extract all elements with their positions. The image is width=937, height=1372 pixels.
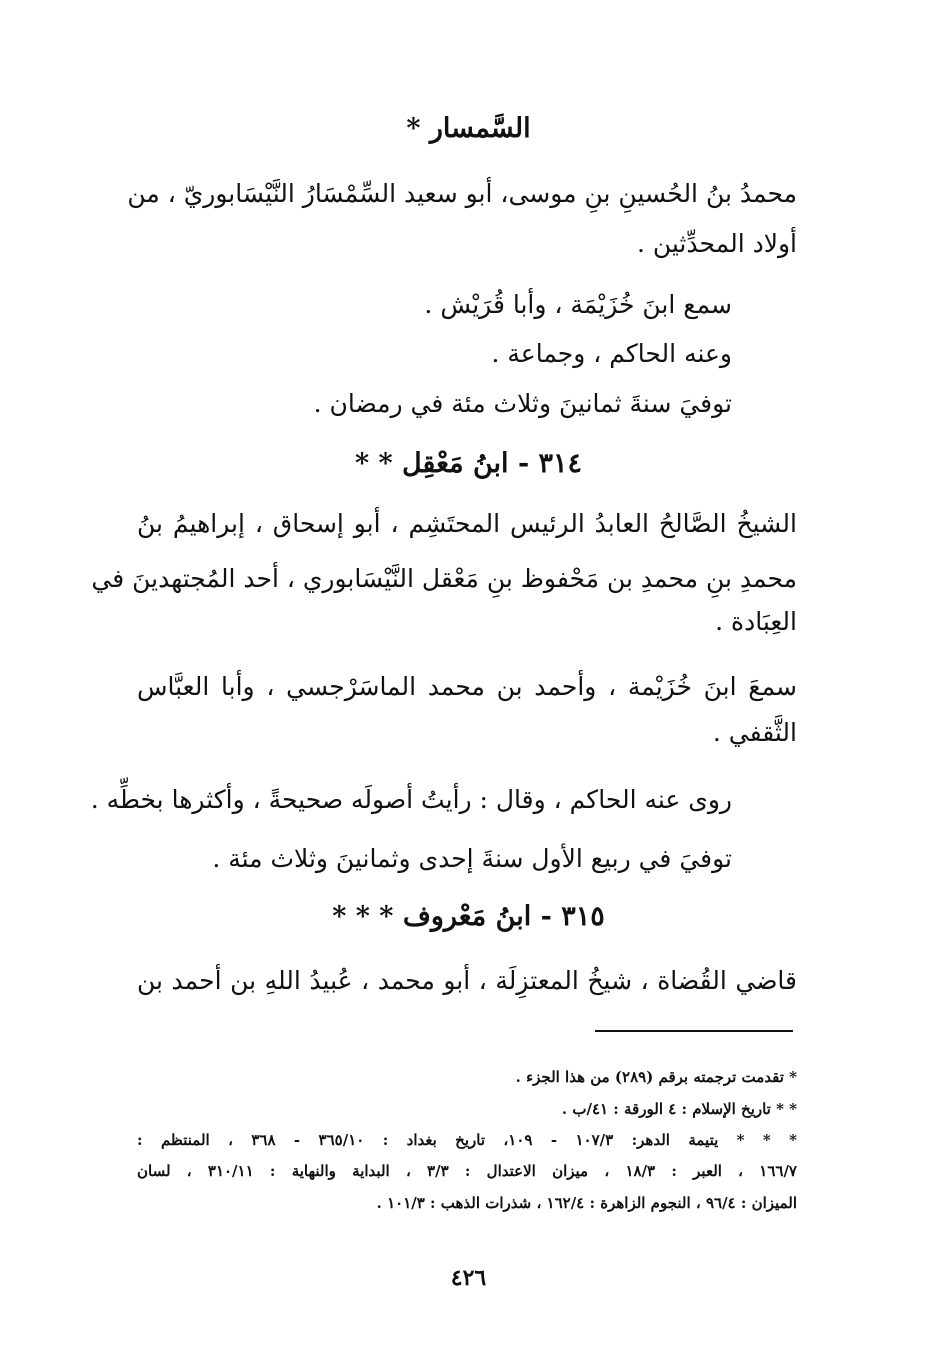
entry-314-line-7: توفيَ في ربيع الأول سنةَ إحدى وثمانينَ وثلاث مئة . [212,844,732,873]
entry-314-line-4: سمعَ ابنَ خُزَيْمة ، وأحمد بن محمد الماسَرْجسي ، وأبا العبَّاس [137,672,797,701]
footnote-3-line-1: * * * يتيمة الدهر: ١٠٧/٣ - ١٠٩، تاريخ بغداد : ٣٦٥/١٠ - ٣٦٨ ، المنتظم : [137,1131,798,1149]
footnote-1: * تقدمت ترجمته برقم (٢٨٩) من هذا الجزء . [515,1068,797,1086]
footnote-2: * * تاريخ الإسلام : ٤ الورقة : ٤١/ب . [561,1100,797,1118]
entry-314-line-1: الشيخُ الصَّالحُ العابدُ الرئيس المحتَشِم ، أبو إسحاق ، إبراهيمُ بنُ [137,509,797,538]
page-number: ٤٢٦ [450,1265,487,1291]
entry-314-title: ٣١٤ - ابنُ مَعْقِل * * [354,448,583,479]
entry-313-line-4: وعنه الحاكم ، وجماعة . [491,339,732,368]
entry-313-line-2: أولاد المحدِّثين . [636,229,797,258]
entry-314-line-6: روى عنه الحاكم ، وقال : رأيتُ أصولَه صحيحةً ، وأكثرها بخطِّه . [90,785,732,814]
entry-315-title: ٣١٥ - ابنُ مَعْروف * * * [332,901,605,932]
entry-313-line-1: محمدُ بنُ الحُسينِ بنِ موسى، أبو سعيد السِّمْسَارُ النَّيْسَابوريّ ، من [127,179,797,208]
entry-313-line-5: توفيَ سنةَ ثمانينَ وثلاث مئة في رمضان . [313,389,732,418]
footnote-3-line-3: الميزان : ٩٦/٤ ، النجوم الزاهرة : ١٦٢/٤ ، شذرات الذهب : ١٠١/٣ . [376,1194,797,1212]
entry-314-line-3: العِبَادة . [715,607,797,636]
entry-313-title: السَّمسار * [406,113,531,144]
entry-313-line-3: سمع ابنَ خُزَيْمَة ، وأبا قُرَيْش . [424,290,732,319]
footnote-separator [595,1030,793,1032]
footnote-3-line-2: ١٦٦/٧ ، العبر : ١٨/٣ ، ميزان الاعتدال : ٣/٣ ، البداية والنهاية : ٣١٠/١١ ، لسان [137,1162,797,1180]
entry-315-line-1: قاضي القُضاة ، شيخُ المعتزِلَة ، أبو محمد ، عُبيدُ اللهِ بن أحمد بن [137,966,797,995]
entry-314-line-2: محمدِ بنِ محمدِ بن مَحْفوظ بنِ مَعْقل النَّيْسَابوري ، أحد المُجتهدينَ في [91,564,797,593]
entry-314-line-5: الثَّقفي . [712,718,797,747]
